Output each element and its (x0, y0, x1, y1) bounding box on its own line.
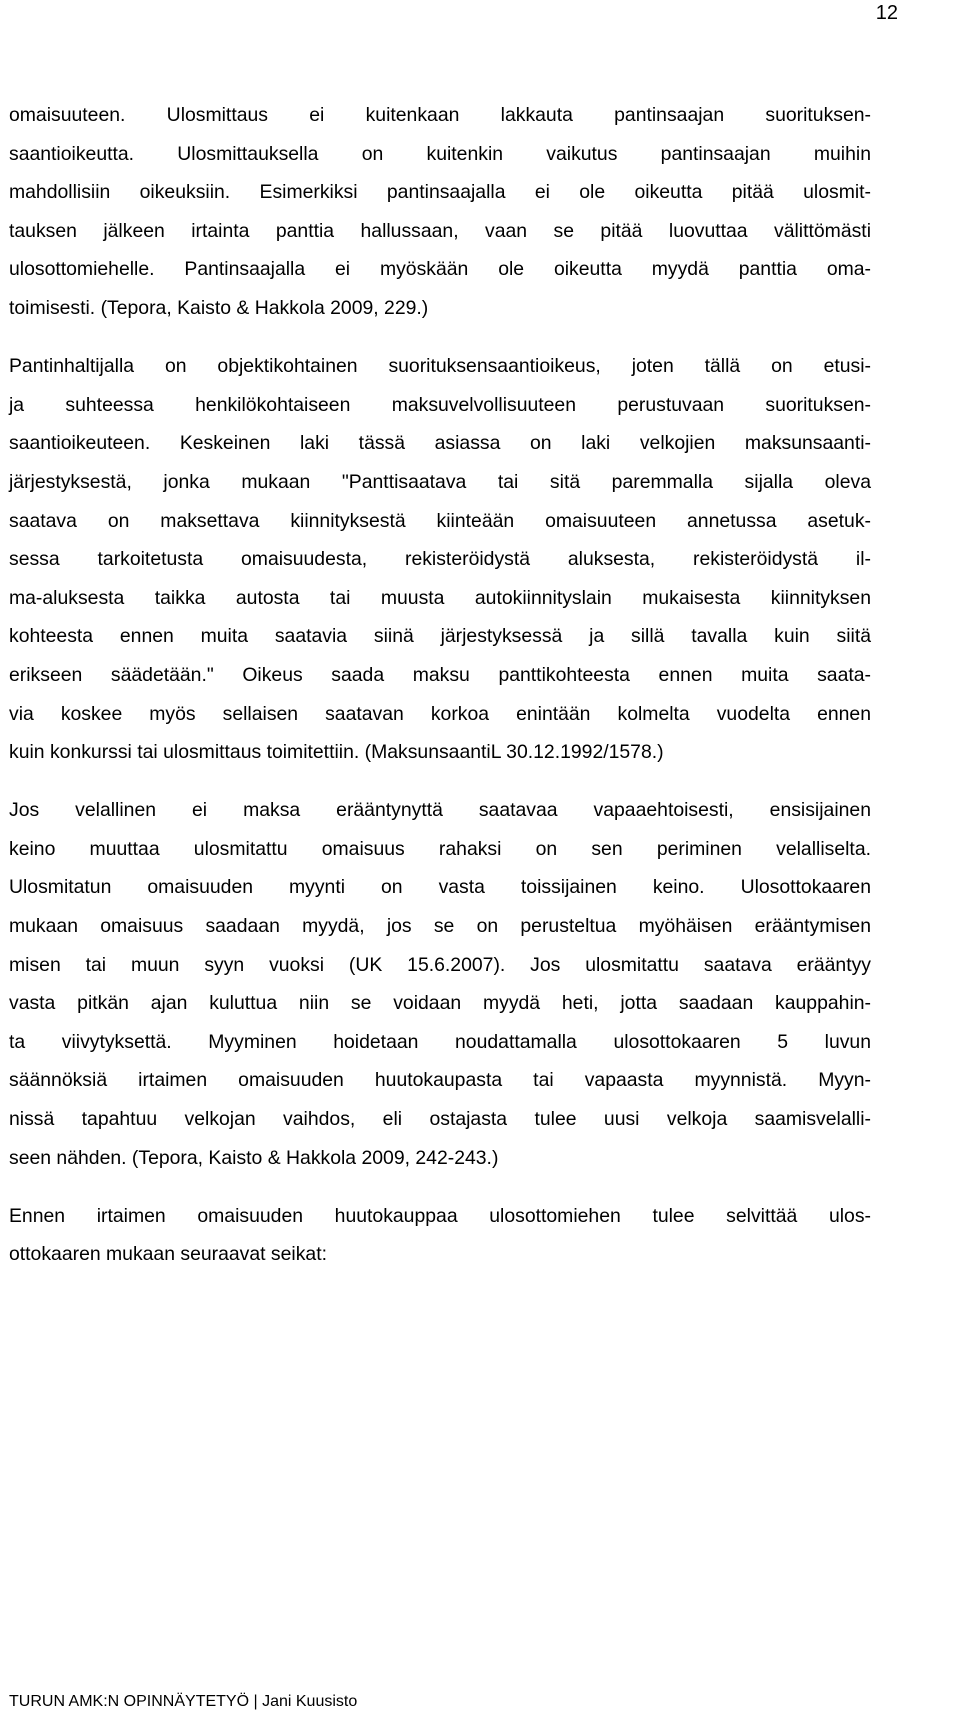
paragraph-spacer (9, 772, 871, 792)
text-line: mahdollisiin oikeuksiin. Esimerkiksi pantinsaajalla ei ole oikeutta pitää ulosmit- (9, 181, 871, 204)
text-line: omaisuuteen. Ulosmittaus ei kuitenkaan lakkauta pantinsaajan suorituksen- (9, 104, 871, 126)
paragraph (9, 1197, 871, 1274)
text-line: ottokaaren mukaan seuraavat seikat: (9, 1243, 327, 1266)
text-line: Jos velallinen ei maksa erääntynyttä saatavaa vapaaehtoisesti, ensisijainen (9, 799, 871, 822)
text-line: erikseen säädetään." Oikeus saada maksu panttikohteesta ennen muita saata- (9, 663, 871, 686)
paragraph (9, 96, 871, 328)
text-line: järjestyksestä, jonka mukaan "Panttisaatava tai sitä paremmalla sijalla oleva (9, 470, 871, 493)
paragraph (9, 347, 871, 772)
body-text (9, 96, 871, 1274)
text-line: misen tai muun syyn vuoksi (UK 15.6.2007). Jos ulosmitattu saatava erääntyy (9, 953, 871, 976)
text-line: via koskee myös sellaisen saatavan korkoa enintään kolmelta vuodelta ennen (9, 702, 871, 725)
text-line: seen nähden. (Tepora, Kaisto & Hakkola 2009, 242-243.) (9, 1146, 499, 1169)
text-line: keino muuttaa ulosmitattu omaisuus rahaksi on sen periminen velalliselta. (9, 837, 871, 860)
paragraph-spacer (9, 328, 871, 348)
text-line: ta viivytyksettä. Myyminen hoidetaan noudattamalla ulosottokaaren 5 luvun (9, 1030, 871, 1053)
text-line: kuin konkurssi tai ulosmittaus toimitettiin. (MaksunsaantiL 30.12.1992/1578.) (9, 741, 664, 764)
text-line: ma-aluksesta taikka autosta tai muusta autokiinnityslain mukaisesta kiinnityksen (9, 586, 871, 609)
page-footer: TURUN AMK:N OPINNÄYTETYÖ | Jani Kuusisto (9, 1693, 358, 1710)
text-line: kohteesta ennen muita saatavia siinä järjestyksessä ja sillä tavalla kuin siitä (9, 625, 871, 648)
text-line: saantioikeutta. Ulosmittauksella on kuitenkin vaikutus pantinsaajan muihin (9, 142, 871, 165)
text-line: mukaan omaisuus saadaan myydä, jos se on perusteltua myöhäisen erääntymisen (9, 915, 871, 938)
text-line: saantioikeuteen. Keskeinen laki tässä asiassa on laki velkojien maksunsaanti- (9, 432, 871, 455)
text-line: sessa tarkoitetusta omaisuudesta, rekisteröidystä aluksesta, rekisteröidystä il- (9, 548, 871, 571)
text-line: nissä tapahtuu velkojan vaihdos, eli ostajasta tulee uusi velkoja saamisvelalli- (9, 1108, 871, 1131)
text-line: säännöksiä irtaimen omaisuuden huutokaupasta tai vapaasta myynnistä. Myyn- (9, 1069, 871, 1092)
text-line: Ulosmitatun omaisuuden myynti on vasta toissijainen keino. Ulosottokaaren (9, 876, 871, 899)
text-line: Pantinhaltijalla on objektikohtainen suorituksensaantioikeus, joten tällä on etusi- (9, 355, 871, 378)
paragraph-spacer (9, 1177, 871, 1197)
text-line: tauksen jälkeen irtainta panttia hallussaan, vaan se pitää luovuttaa välittömästi (9, 219, 871, 242)
text-line: Ennen irtaimen omaisuuden huutokauppaa ulosottomiehen tulee selvittää ulos- (9, 1204, 871, 1227)
text-line: vasta pitkän ajan kuluttua niin se voidaan myydä heti, jotta saadaan kauppahin- (9, 992, 871, 1015)
page-number: 12 (875, 2, 898, 24)
paragraph (9, 791, 871, 1177)
text-line: ja suhteessa henkilökohtaiseen maksuvelvollisuuteen perustuvaan suorituksen- (9, 393, 871, 416)
text-line: saatava on maksettava kiinnityksestä kiinteään omaisuuteen annetussa asetuk- (9, 509, 871, 532)
text-line: ulosottomiehelle. Pantinsaajalla ei myöskään ole oikeutta myydä panttia oma- (9, 258, 871, 281)
text-line: toimisesti. (Tepora, Kaisto & Hakkola 2009, 229.) (9, 296, 429, 319)
